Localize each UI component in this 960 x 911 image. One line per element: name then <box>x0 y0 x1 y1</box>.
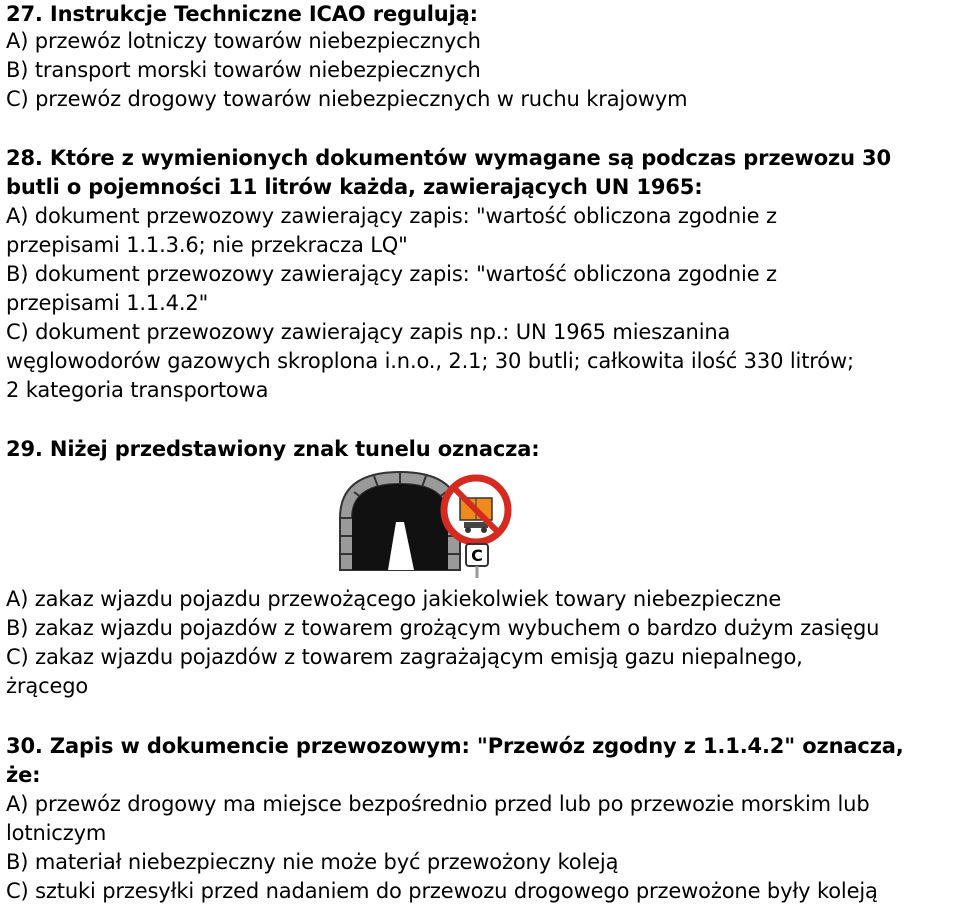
question-27-title: 27. Instrukcje Techniczne ICAO regulują: <box>6 2 478 26</box>
question-27-answer-a: A) przewóz lotniczy towarów niebezpiecznych <box>6 29 481 53</box>
tunnel-sign-graphic <box>338 466 518 580</box>
question-28-title-line1: 28. Które z wymienionych dokumentów wymagane są podczas przewozu 30 <box>6 146 891 170</box>
question-28-answer-c-line1: C) dokument przewozowy zawierający zapis np.: UN 1965 mieszanina <box>6 320 731 344</box>
question-29-title: 29. Niżej przedstawiony znak tunelu oznacza: <box>6 437 540 461</box>
question-28-title-line2: butli o pojemności 11 litrów każda, zawierających UN 1965: <box>6 175 703 199</box>
question-28-answer-b-line1: B) dokument przewozowy zawierający zapis: "wartość obliczona zgodnie z <box>6 262 777 286</box>
question-28-answer-a-line2: przepisami 1.1.3.6; nie przekracza LQ" <box>6 233 408 257</box>
question-27-answer-c: C) przewóz drogowy towarów niebezpiecznych w ruchu krajowym <box>6 87 688 111</box>
question-27-answer-b: B) transport morski towarów niebezpiecznych <box>6 58 481 82</box>
tunnel-category-c-sign-icon <box>338 466 518 580</box>
question-28-answer-c-line3: 2 kategoria transportowa <box>6 378 269 402</box>
question-30-answer-a-line2: lotniczym <box>6 821 107 845</box>
question-30-title-line1: 30. Zapis w dokumencie przewozowym: "Przewóz zgodny z 1.1.4.2" oznacza, <box>6 734 904 758</box>
category-letter: C <box>471 546 483 565</box>
question-29-answer-a: A) zakaz wjazdu pojazdu przewożącego jakiekolwiek towary niebezpieczne <box>6 587 782 611</box>
question-30-answer-b: B) materiał niebezpieczny nie może być przewożony koleją <box>6 850 619 874</box>
question-29-answer-c-line1: C) zakaz wjazdu pojazdów z towarem zagrażającym emisją gazu niepalnego, <box>6 645 803 669</box>
question-30-answer-c: C) sztuki przesyłki przed nadaniem do przewozu drogowego przewożone były koleją <box>6 879 878 903</box>
question-30-answer-a-line1: A) przewóz drogowy ma miejsce bezpośrednio przed lub po przewozie morskim lub <box>6 792 870 816</box>
question-29-answer-c-line2: żrącego <box>6 674 89 698</box>
question-28-answer-b-line2: przepisami 1.1.4.2" <box>6 291 209 315</box>
question-29-answer-b: B) zakaz wjazdu pojazdów z towarem grożącym wybuchem o bardzo dużym zasięgu <box>6 616 880 640</box>
question-28-answer-a-line1: A) dokument przewozowy zawierający zapis: "wartość obliczona zgodnie z <box>6 204 777 228</box>
question-30-title-line2: że: <box>6 763 41 787</box>
question-28-answer-c-line2: węglowodorów gazowych skroplona i.n.o., 2.1; 30 butli; całkowita ilość 330 litrów; <box>6 349 854 373</box>
